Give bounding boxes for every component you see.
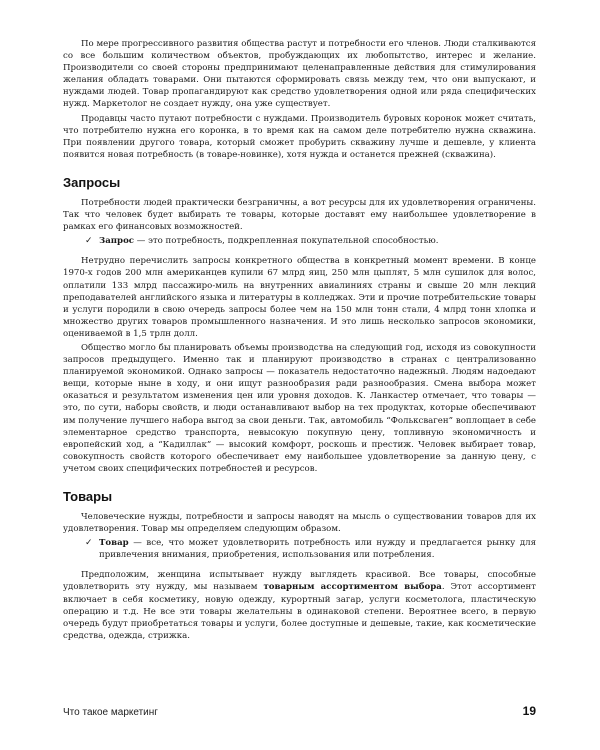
definition-request <box>63 235 536 247</box>
page-body <box>63 38 536 644</box>
checkmark-icon: ✓ <box>85 236 93 247</box>
running-title: Что такое маркетинг <box>63 707 158 718</box>
paragraph: По мере прогрессивного развития общества растут и потребности его членов. Люди сталкиваются со все большим количеством объектов, пробуждающих их любопытство, интерес и желание. Производители со своей стороны предпринимают целенаправленные действия для стимулирования желания обладать товарами. Они пытаются сформировать связь между тем, что они выпускают, и нуждами людей. Товар пропагандируют как средство удовлетворения одной или ряда специфических нужд. Маркетолог не создает нужду, она уже существует. <box>63 39 536 110</box>
paragraph: Человеческие нужды, потребности и запросы наводят на мысль о существовании товаров для их удовлетворения. Товар мы определяем следующим образом. <box>63 512 536 535</box>
definition-text: — все, что может удовлетворить потребность или нужду и предлагается рынку для привлечения внимания, приобретения, использования или потребления. <box>99 538 536 561</box>
section-heading-goods: Товары <box>63 489 113 504</box>
paragraph: Продавцы часто путают потребности с нуждами. Производитель буровых коронок может считать, что потребителю нужна его коронка, в то время как на самом деле потребителю нужна скважина. При появлении другого товара, который сможет пробурить скважину лучше и дешевле, у клиента появится новая потребность (в товаре-новинке), хотя нужда и останется прежней (скважина). <box>63 113 536 160</box>
emphasized-term: товарным ассортиментом выбора <box>263 582 442 593</box>
definition-term: Запрос <box>99 236 135 247</box>
definition-goods <box>63 537 536 561</box>
paragraph: Нетрудно перечислить запросы конкретного общества в конкретный момент времени. В конце 1970-х годов 200 млн американцев купили 67 млрд яиц, 250 млн цыплят, 5 млн сушилок для волос, оплатили 133 млрд пассажиро-миль на внутренних авиалиниях страны и свыше 20 млн лекций преподавателей английского языка и литературы в колледжах. Эти и прочие потребительские товары и услуги породили в свою очередь запросы более чем на 150 млн тонн стали, 4 млрд тонн хлопка и множество других товаров промышленного назначения. И это лишь несколько запросов экономики, оцениваемой в 1,5 трлн долл. <box>63 256 536 339</box>
definition-text: — это потребность, подкрепленная покупательной способностью. <box>134 236 439 247</box>
section-heading-requests: Запросы <box>63 174 121 190</box>
definition-term: Товар <box>99 538 129 549</box>
page-footer <box>63 704 536 718</box>
paragraph-text: . Этот ассортимент включает в себя косметику, новую одежду, курортный загар, услуги косметолога, пластическую операцию и т.д. Не все эти товары желательны в одинаковой степени. Вероятнее всего, в первую очередь будут приобретаться товары и услуги, более доступные и дешевые, такие, как косметические средства, одежда, стрижка. <box>63 582 536 641</box>
checkmark-icon: ✓ <box>85 538 93 549</box>
paragraph-text: Предположим, женщина испытывает нужду выглядеть красивой. Все товары, способные удовлетворить эту нужду, мы называем <box>63 570 536 593</box>
paragraph: Общество могло бы планировать объемы производства на следующий год, исходя из совокупности запросов предыдущего. Именно так и планируют производство в странах с централизованно планируемой экономикой. Однако запросы — показатель недостаточно надежный. Людям надоедают вещи, которые ныне в ходу, и они ищут разнообразия ради разнообразия. Смена выбора может оказаться и результатом изменения цен или уровня доходов. К. Ланкастер отмечает, что товары — это, по сути, наборы свойств, и люди останавливают выбор на тех продуктах, которые обеспечивают им получение лучшего набора выгод за свои деньги. Так, автомобиль “Фольксваген” воплощает в себе элементарное средство транспорта, невысокую покупную цену, топливную экономичность и европейский ход, а “Кадиллак” — высокий комфорт, роскошь и престиж. Человек выбирает товар, совокупность свойств которого обеспечивает ему наибольшее удовлетворение за данную цену, с учетом своих специфических потребностей и ресурсов. <box>63 342 536 474</box>
paragraph <box>63 569 536 642</box>
page-number: 19 <box>522 704 536 718</box>
paragraph: Потребности людей практически безграничны, а вот ресурсы для их удовлетворения ограничены. Так что человек будет выбирать те товары, которые доставят ему наибольшее удовлетворение в рамках его финансовых возможностей. <box>63 197 536 233</box>
